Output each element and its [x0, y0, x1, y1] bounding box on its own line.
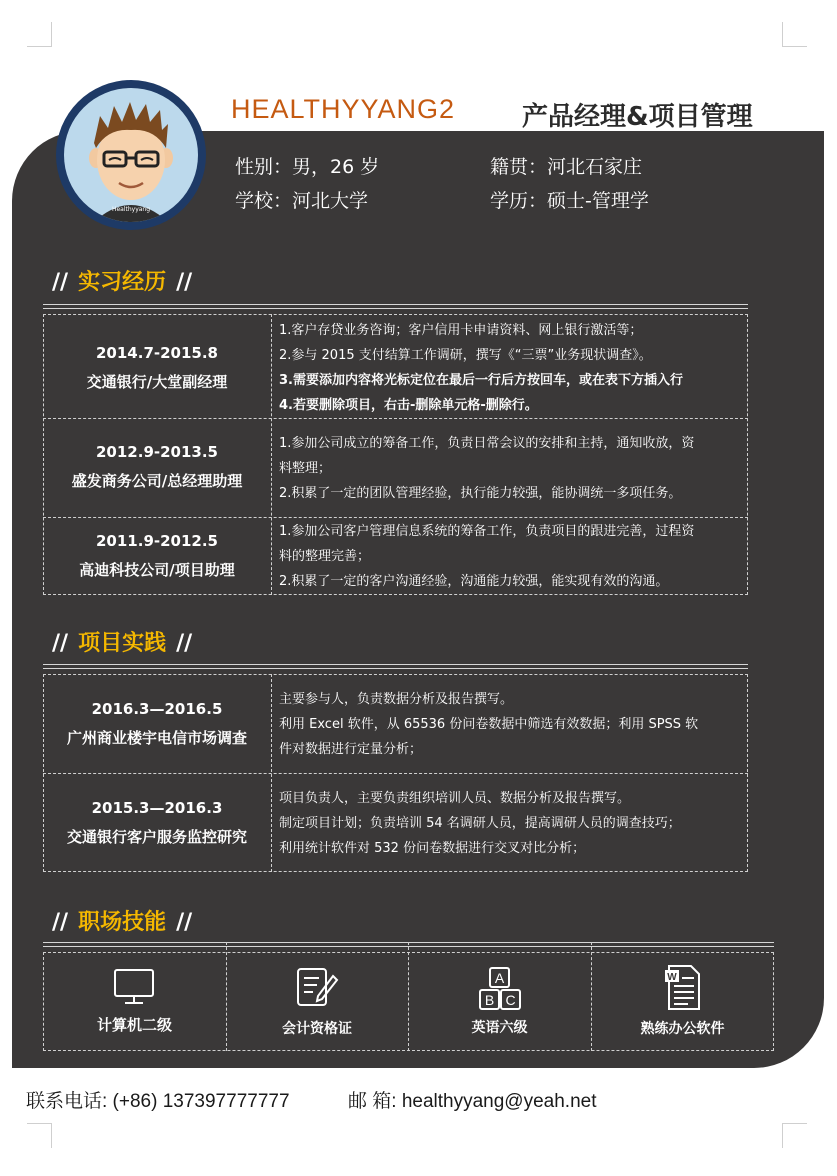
skill-item [408, 952, 591, 1051]
project-period: 2016.3—2016.5 [91, 700, 223, 718]
computer-icon [113, 968, 155, 1006]
detail-line: 料的整理完善； [279, 549, 371, 564]
detail-line: 1.参加公司客户管理信息系统的筹备工作，负责项目的跟进完善，过程资 [279, 524, 695, 539]
avatar [56, 80, 206, 230]
section-slash: // [52, 270, 69, 295]
word-document-icon [663, 964, 703, 1012]
svg-text:B: B [484, 992, 495, 1008]
detail-line: 4.若要删除项目，右击-删除单元格-删除行。 [279, 398, 538, 413]
internship-role: 高迪科技公司/项目助理 [79, 561, 235, 579]
crop-mark-bottom-left [27, 1123, 52, 1148]
avatar-face [64, 88, 198, 222]
section-slash: // [52, 910, 69, 935]
degree: 学历：硕士-管理学 [490, 190, 649, 212]
internship-details [279, 318, 744, 418]
detail-line: 2.参与 2015 支付结算工作调研，撰写《“三票”业务现状调查》。 [279, 348, 652, 363]
table-row [43, 339, 271, 397]
section-title-skills [52, 905, 192, 936]
section-slash: // [176, 631, 193, 656]
project-name: 交通银行客户服务监控研究 [66, 828, 247, 846]
skill-item [591, 952, 774, 1051]
table-row [43, 695, 271, 753]
section-divider [43, 304, 748, 309]
internship-period: 2011.9-2012.5 [96, 532, 218, 550]
skill-item [226, 952, 408, 1051]
detail-line: 1.客户存贷业务咨询；客户信用卡申请资料、网上银行激活等； [279, 323, 643, 338]
contact-email: 邮 箱: healthyyang@yeah.net [348, 1091, 597, 1112]
hometown: 籍贯：河北石家庄 [490, 156, 643, 178]
crop-mark-top-left [27, 22, 52, 47]
detail-line: 料整理； [279, 461, 332, 476]
cartoon-face-icon [64, 88, 198, 222]
avatar-caption: Healthyyang [111, 206, 151, 213]
project-details [279, 687, 744, 762]
contact-phone: 联系电话: (+86) 137397777777 [26, 1091, 290, 1112]
skill-label: 熟练办公软件 [640, 1021, 725, 1037]
detail-line: 件对数据进行定量分析； [279, 742, 423, 757]
section-slash: // [176, 270, 193, 295]
table-column-divider [271, 314, 272, 595]
crop-mark-top-right [782, 22, 807, 47]
project-details [279, 786, 744, 861]
internship-period: 2014.7-2015.8 [96, 344, 218, 362]
table-row-divider [43, 418, 748, 419]
skill-item [43, 952, 226, 1051]
abc-blocks-icon [477, 966, 523, 1012]
svg-text:W: W [667, 972, 677, 983]
section-slash: // [176, 910, 193, 935]
project-name: 广州商业楼宇电信市场调查 [66, 729, 247, 747]
detail-line: 利用 Excel 软件，从 65536 份问卷数据中筛选有效数据；利用 SPSS 软 [279, 717, 699, 732]
job-title: 产品经理&项目管理 [522, 102, 753, 132]
crop-mark-bottom-right [782, 1123, 807, 1148]
skill-label: 计算机二级 [96, 1016, 172, 1034]
table-row-divider [43, 773, 748, 774]
svg-text:A: A [494, 970, 505, 986]
detail-line: 项目负责人，主要负责组织培训人员、数据分析及报告撰写。 [279, 791, 631, 806]
detail-line: 利用统计软件对 532 份问卷数据进行交叉对比分析； [279, 841, 586, 856]
section-divider [43, 664, 748, 669]
table-row-divider [43, 517, 748, 518]
table-row [43, 794, 271, 852]
certificate-pen-icon [295, 966, 339, 1010]
detail-line: 1.参加公司成立的筹备工作，负责日常会议的安排和主持，通知收放，资 [279, 436, 695, 451]
detail-line: 3.需要添加内容将光标定位在最后一行后方按回车，或在表下方插入行 [279, 373, 683, 388]
skill-label: 英语六级 [471, 1020, 528, 1036]
detail-line: 制定项目计划；负责培训 54 名调研人员，提高调研人员的调查技巧； [279, 816, 681, 831]
section-title-internship [52, 265, 192, 296]
table-row [43, 438, 271, 496]
section-slash: // [52, 631, 69, 656]
skill-label: 会计资格证 [282, 1021, 352, 1037]
detail-line: 主要参与人，负责数据分析及报告撰写。 [279, 692, 514, 707]
internship-role: 盛发商务公司/总经理助理 [71, 472, 243, 490]
school: 学校：河北大学 [235, 190, 369, 212]
internship-details [279, 431, 744, 506]
internship-details [279, 519, 744, 594]
section-label: 职场技能 [78, 910, 167, 935]
detail-line: 2.积累了一定的客户沟通经验，沟通能力较强，能实现有效的沟通。 [279, 574, 669, 589]
detail-line: 2.积累了一定的团队管理经验，执行能力较强，能协调统一多项任务。 [279, 486, 682, 501]
table-row [43, 527, 271, 585]
svg-text:C: C [505, 992, 516, 1008]
section-label: 实习经历 [78, 270, 167, 295]
internship-role: 交通银行/大堂副经理 [86, 373, 228, 391]
project-period: 2015.3—2016.3 [91, 799, 223, 817]
candidate-name: HEALTHYYANG2 [231, 94, 456, 124]
section-label: 项目实践 [78, 631, 167, 656]
gender-age: 性别：男，26 岁 [235, 156, 380, 178]
section-title-projects [52, 626, 192, 657]
internship-period: 2012.9-2013.5 [96, 443, 218, 461]
